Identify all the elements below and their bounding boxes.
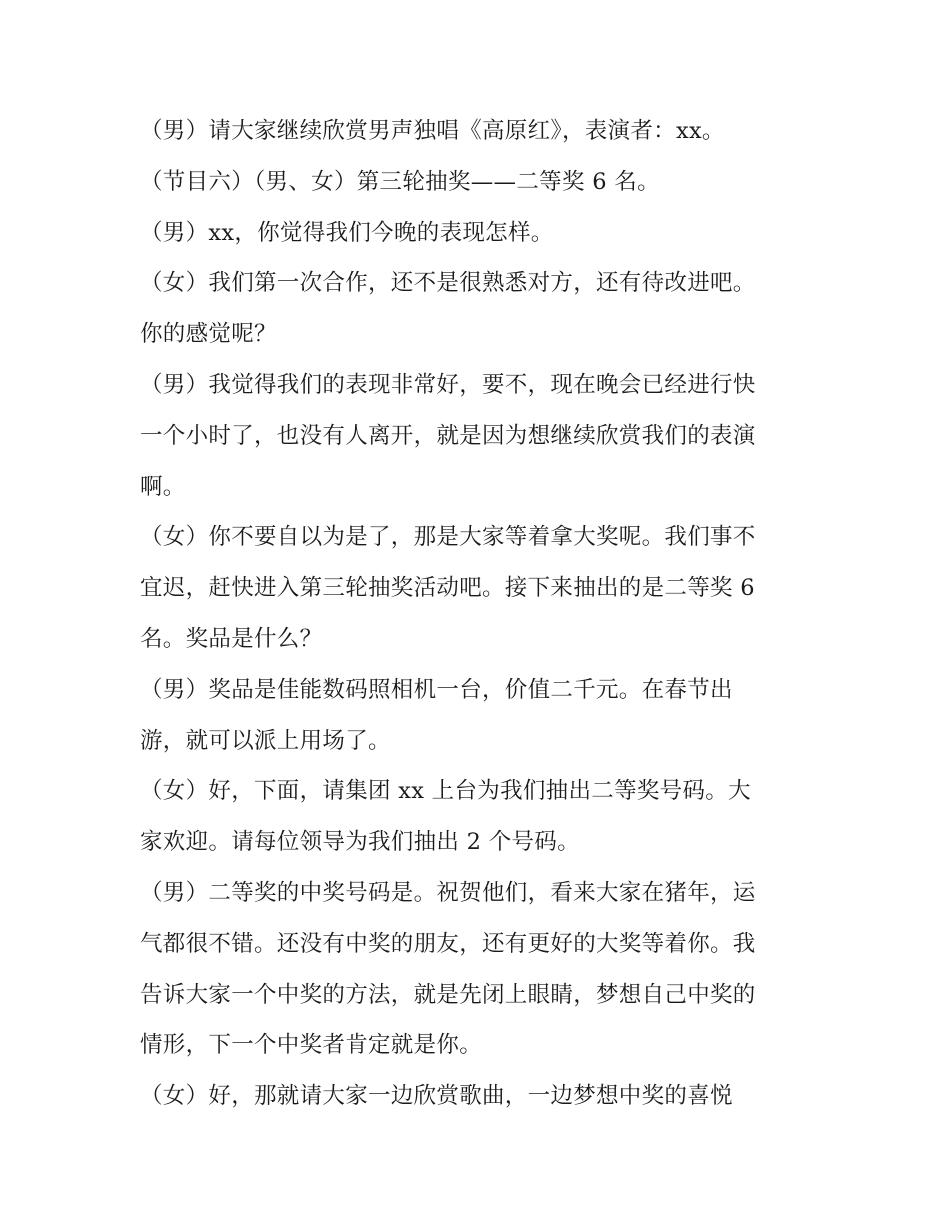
- text-line-15: 家欢迎。请每位领导为我们抽出 2 个号码。: [140, 829, 580, 856]
- text-line-18: 告诉大家一个中奖的方法，就是先闭上眼睛，梦想自己中奖的: [140, 981, 756, 1008]
- text-line-5: 你的感觉呢？: [140, 321, 277, 348]
- text-line-19: 情形，下一个中奖者肯定就是你。: [140, 1032, 483, 1059]
- text-line-6: （男）我觉得我们的表现非常好，要不，现在晚会已经进行快: [140, 371, 756, 398]
- text-line-20: （女）好，那就请大家一边欣赏歌曲，一边梦想中奖的喜悦: [140, 1083, 733, 1110]
- text-line-11: 名。奖品是什么？: [140, 625, 323, 652]
- text-line-1: （男）请大家继续欣赏男声独唱《高原红》，表演者：xx。: [140, 118, 725, 144]
- text-line-2: （节目六）（男、女）第三轮抽奖——二等奖 6 名。: [140, 168, 660, 195]
- text-line-10: 宜迟，赶快进入第三轮抽奖活动吧。接下来抽出的是二等奖 6: [140, 575, 755, 602]
- text-line-13: 游，就可以派上用场了。: [140, 727, 391, 754]
- text-line-8: 啊。: [140, 473, 186, 500]
- text-line-12: （男）奖品是佳能数码照相机一台，价值二千元。在春节出: [140, 676, 733, 703]
- text-line-4: （女）我们第一次合作，还不是很熟悉对方，还有待改进吧。: [140, 270, 756, 297]
- text-line-17: 气都很不错。还没有中奖的朋友，还有更好的大奖等着你。我: [140, 930, 756, 957]
- text-line-14: （女）好，下面，请集团 xx 上台为我们抽出二等奖号码。大: [140, 778, 751, 805]
- document-body: [140, 106, 820, 1122]
- text-line-3: （男）xx，你觉得我们今晚的表现怎样。: [140, 219, 554, 246]
- text-line-9: （女）你不要自以为是了，那是大家等着拿大奖呢。我们事不: [140, 524, 756, 551]
- text-line-16: （男）二等奖的中奖号码是。祝贺他们，看来大家在猪年，运: [140, 879, 756, 906]
- text-line-7: 一个小时了，也没有人离开，就是因为想继续欣赏我们的表演: [140, 422, 756, 449]
